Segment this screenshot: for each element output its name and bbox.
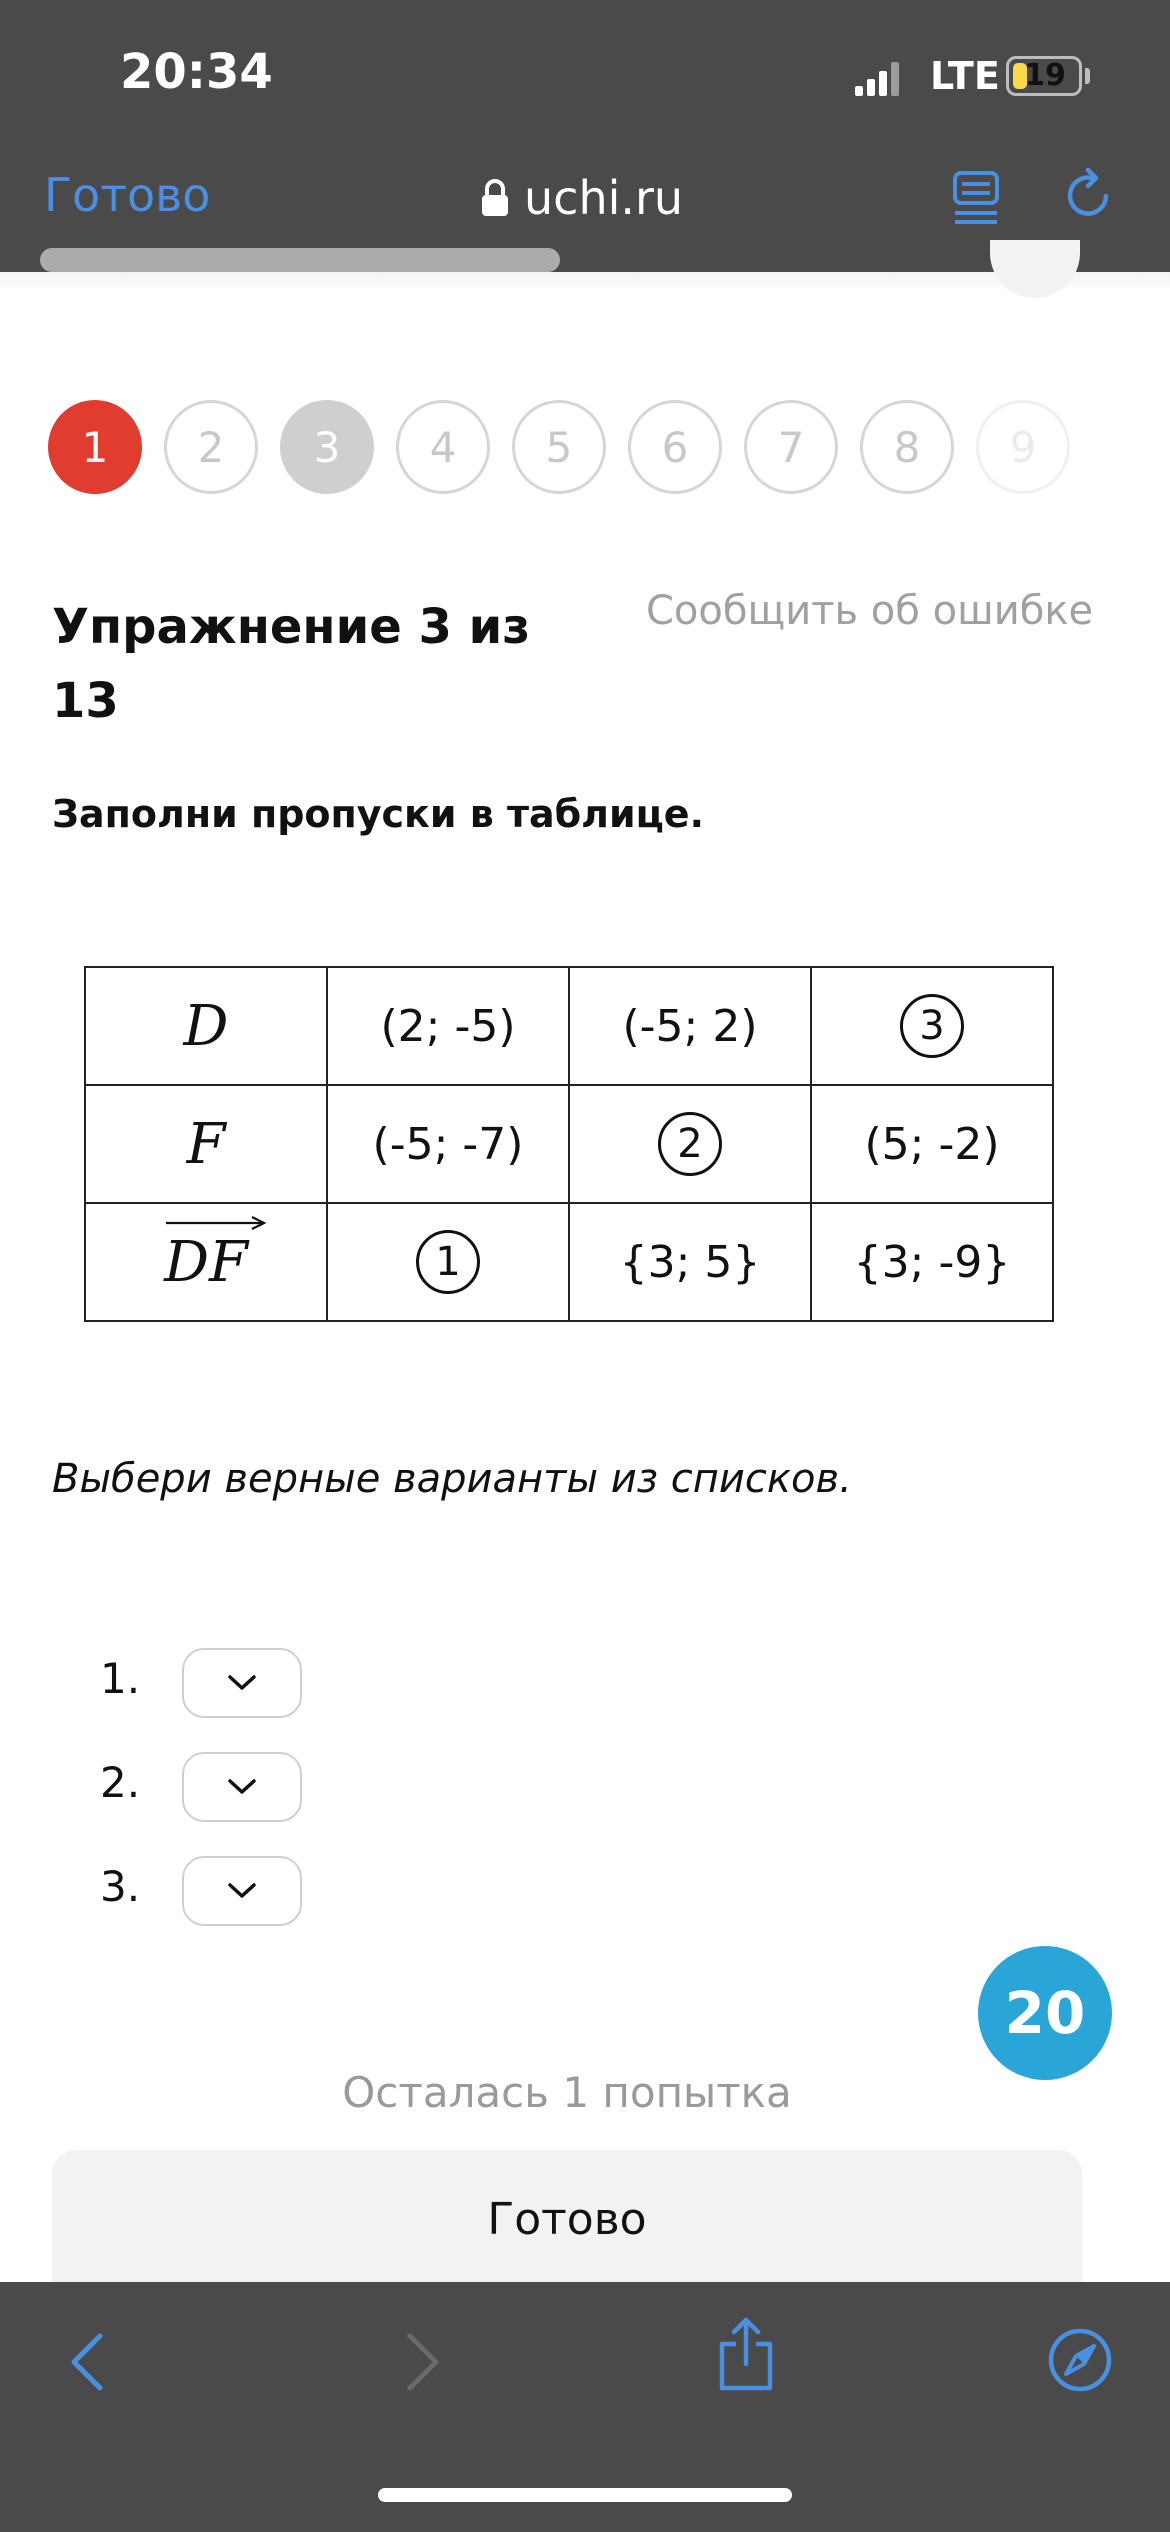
cell-value: (2; -5) xyxy=(380,1000,516,1052)
table-cell xyxy=(811,967,1053,1085)
task-text: Заполни пропуски в таблице. xyxy=(52,792,705,836)
row-label-df xyxy=(85,1203,327,1321)
table-cell xyxy=(327,967,569,1085)
battery-icon xyxy=(1006,56,1082,96)
done-button[interactable]: Готово xyxy=(44,168,211,222)
submit-button[interactable]: Готово xyxy=(52,2150,1082,2290)
instruction-text: Выбери верные варианты из списков. xyxy=(52,1456,852,1502)
step-9[interactable]: 9 xyxy=(976,400,1070,494)
table-cell xyxy=(569,1085,811,1203)
answer-select-2[interactable] xyxy=(182,1752,302,1822)
compass-icon[interactable] xyxy=(1046,2326,1114,2394)
back-arrow-icon[interactable] xyxy=(64,2330,108,2394)
step-4[interactable]: 4 xyxy=(396,400,490,494)
table-cell xyxy=(811,1203,1053,1321)
point-d-label: D xyxy=(183,993,229,1059)
table-row xyxy=(85,967,1053,1085)
answer-select-3[interactable] xyxy=(182,1856,302,1926)
answer-select-1[interactable] xyxy=(182,1648,302,1718)
cell-value: (-5; -7) xyxy=(372,1118,524,1170)
partially-hidden-header xyxy=(40,248,560,272)
blank-slot-1: 1 xyxy=(416,1230,480,1294)
table-cell xyxy=(569,967,811,1085)
row-label-d xyxy=(85,967,327,1085)
lock-icon xyxy=(480,178,510,218)
battery-tip xyxy=(1085,68,1090,84)
step-6[interactable]: 6 xyxy=(628,400,722,494)
table-cell xyxy=(327,1085,569,1203)
table-cell xyxy=(569,1203,811,1321)
chevron-down-icon xyxy=(227,1778,257,1796)
table-cell xyxy=(811,1085,1053,1203)
step-2[interactable]: 2 xyxy=(164,400,258,494)
table-row xyxy=(85,1203,1053,1321)
coordinates-table xyxy=(84,966,1054,1322)
timer-badge: 20 xyxy=(978,1946,1112,2080)
chevron-down-icon xyxy=(227,1674,257,1692)
attempts-left-text: Осталась 1 попытка xyxy=(342,2068,792,2117)
reader-mode-icon[interactable] xyxy=(952,170,1000,226)
battery-level: 19 xyxy=(1024,58,1066,93)
browser-top-bar xyxy=(0,0,1170,272)
chevron-down-icon xyxy=(227,1882,257,1900)
cell-value: (-5; 2) xyxy=(622,1000,758,1052)
step-3[interactable]: 3 xyxy=(280,400,374,494)
row-label-f xyxy=(85,1085,327,1203)
scroll-shadow xyxy=(0,272,1170,292)
answer-label-1: 1. xyxy=(100,1654,141,1703)
url-text: uchi.ru xyxy=(524,171,684,225)
step-1[interactable]: 1 xyxy=(48,400,142,494)
answer-label-3: 3. xyxy=(100,1862,141,1911)
address-bar[interactable] xyxy=(480,168,683,228)
cell-value: {3; 5} xyxy=(619,1236,761,1288)
exercise-title: Упражнение 3 из 13 xyxy=(52,599,531,729)
cell-value: {3; -9} xyxy=(853,1236,1011,1288)
signal-icon xyxy=(855,62,899,96)
point-f-label: F xyxy=(186,1111,226,1177)
step-5[interactable]: 5 xyxy=(512,400,606,494)
blank-slot-2: 2 xyxy=(658,1112,722,1176)
vector-df-label xyxy=(164,1230,248,1295)
network-type: LTE xyxy=(930,54,1000,98)
home-indicator xyxy=(378,2488,792,2502)
vector-df-text: DF xyxy=(164,1229,248,1295)
blank-slot-3: 3 xyxy=(900,994,964,1058)
table-row xyxy=(85,1085,1053,1203)
forward-arrow-icon[interactable] xyxy=(402,2330,446,2394)
reload-icon[interactable] xyxy=(1062,166,1118,226)
step-8[interactable]: 8 xyxy=(860,400,954,494)
report-error-link[interactable]: Сообщить об ошибке xyxy=(646,588,1094,634)
table-cell xyxy=(327,1203,569,1321)
cell-value: (5; -2) xyxy=(864,1118,1000,1170)
step-7[interactable]: 7 xyxy=(744,400,838,494)
vector-arrow-icon xyxy=(166,1216,266,1230)
answer-label-2: 2. xyxy=(100,1758,141,1807)
status-time: 20:34 xyxy=(120,44,273,100)
share-icon[interactable] xyxy=(714,2316,778,2392)
